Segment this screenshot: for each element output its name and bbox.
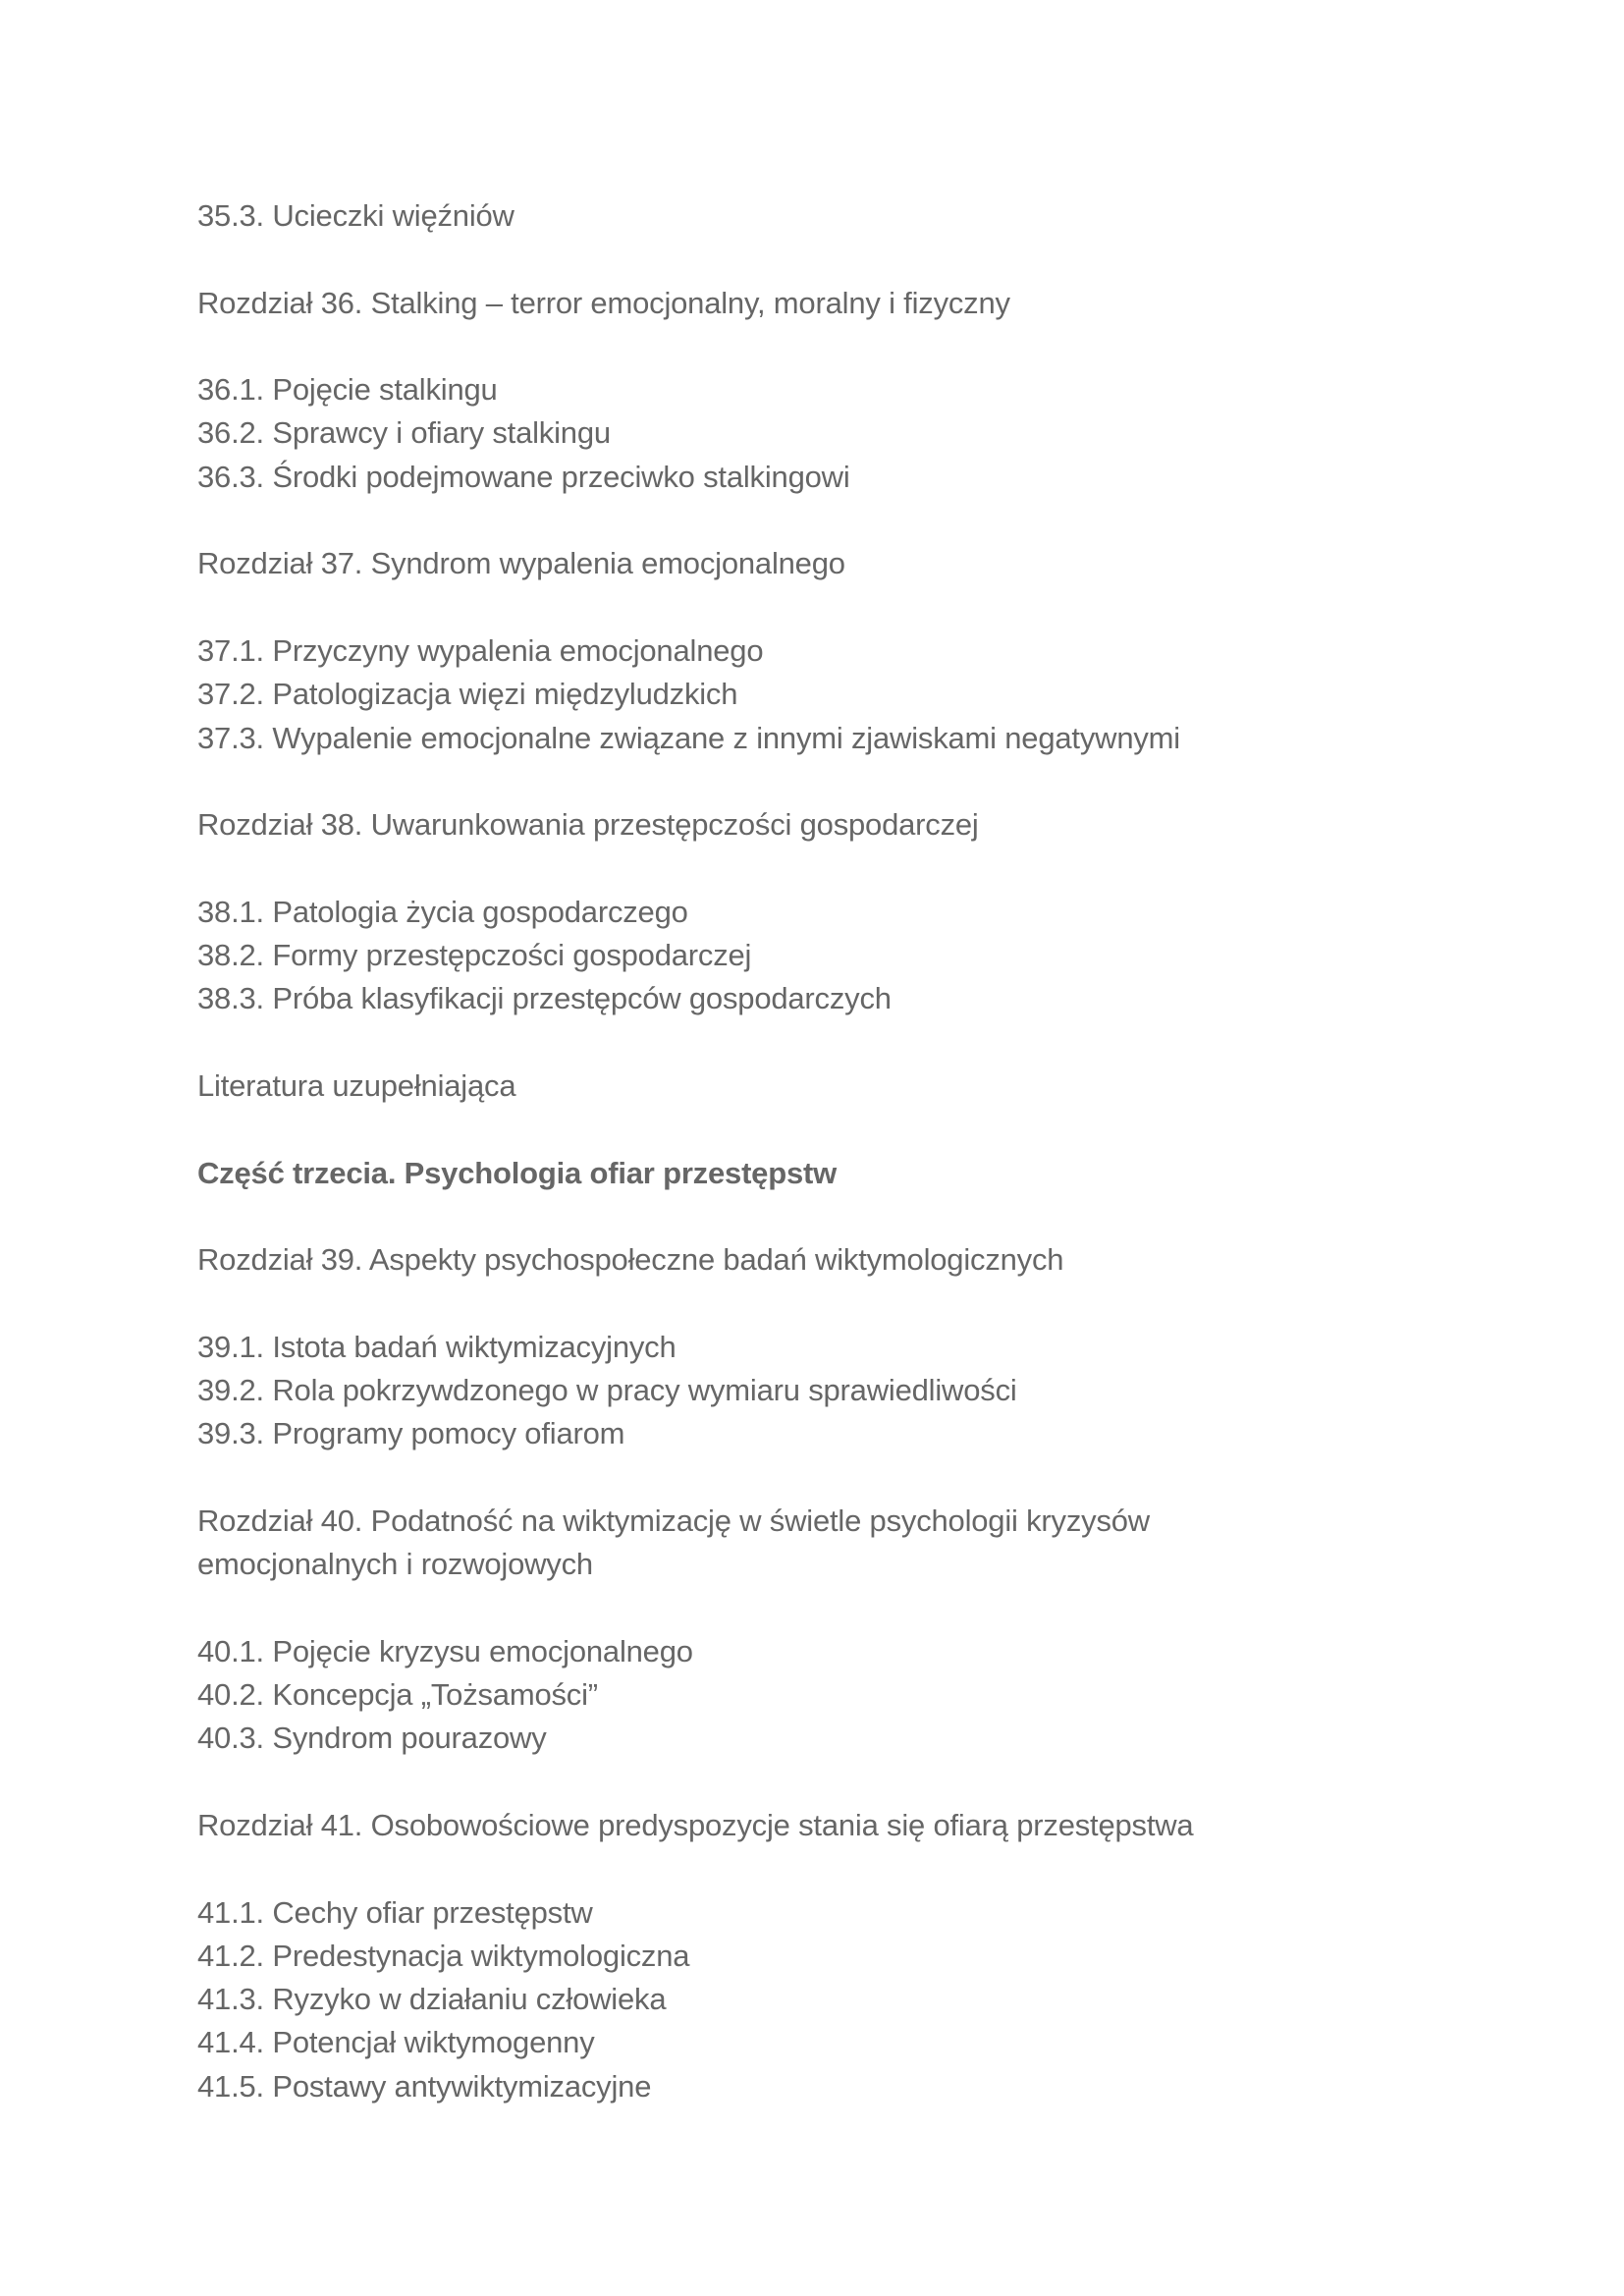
chapter-heading: Rozdział 37. Syndrom wypalenia emocjonalnego <box>197 546 845 581</box>
toc-entry: 36.1. Pojęcie stalkingu <box>197 372 498 408</box>
toc-entry: 38.2. Formy przestępczości gospodarczej <box>197 938 752 973</box>
toc-entry: 40.1. Pojęcie kryzysu emocjonalnego <box>197 1633 693 1668</box>
toc-entry: 39.2. Rola pokrzywdzonego w pracy wymiaru sprawiedliwości <box>197 1373 1017 1408</box>
toc-entry: 36.3. Środki podejmowane przeciwko stalkingowi <box>197 459 850 494</box>
toc-entry: 37.3. Wypalenie emocjonalne związane z innymi zjawiskami negatywnymi <box>197 720 1180 755</box>
part-heading: Część trzecia. Psychologia ofiar przestępstw <box>197 1155 838 1190</box>
toc-entry: 37.1. Przyczyny wypalenia emocjonalnego <box>197 632 764 668</box>
table-of-contents <box>197 194 1474 2108</box>
chapter-heading: Rozdział 39. Aspekty psychospołeczne badań wiktymologicznych <box>197 1242 1064 1278</box>
toc-entry: 41.5. Postawy antywiktymizacyjne <box>197 2068 652 2104</box>
toc-entry: 39.3. Programy pomocy ofiarom <box>197 1416 625 1451</box>
toc-entry: 35.3. Ucieczki więźniów <box>197 198 514 233</box>
chapter-heading: Rozdział 40. Podatność na wiktymizację w świetle psychologii kryzysów <box>197 1503 1150 1538</box>
chapter-heading: Rozdział 38. Uwarunkowania przestępczości gospodarczej <box>197 807 979 843</box>
toc-entry: 41.3. Ryzyko w działaniu człowieka <box>197 1982 667 2017</box>
chapter-heading: Rozdział 36. Stalking – terror emocjonalny, moralny i fizyczny <box>197 285 1010 320</box>
toc-entry: 41.1. Cechy ofiar przestępstw <box>197 1894 593 1930</box>
toc-entry: Literatura uzupełniająca <box>197 1067 516 1103</box>
toc-entry: 41.2. Predestynacja wiktymologiczna <box>197 1938 690 1973</box>
toc-entry: 41.4. Potencjał wiktymogenny <box>197 2025 595 2060</box>
toc-entry: 40.2. Koncepcja „Tożsamości” <box>197 1677 598 1713</box>
toc-entry: 38.1. Patologia życia gospodarczego <box>197 894 688 929</box>
toc-entry: 38.3. Próba klasyfikacji przestępców gospodarczych <box>197 981 892 1016</box>
toc-entry: 36.2. Sprawcy i ofiary stalkingu <box>197 415 611 451</box>
toc-entry: 40.3. Syndrom pourazowy <box>197 1721 547 1756</box>
toc-entry: 39.1. Istota badań wiktymizacyjnych <box>197 1329 677 1364</box>
toc-entry: 37.2. Patologizacja więzi międzyludzkich <box>197 677 738 712</box>
toc-entry: emocjonalnych i rozwojowych <box>197 1547 593 1582</box>
chapter-heading: Rozdział 41. Osobowościowe predyspozycje stania się ofiarą przestępstwa <box>197 1807 1194 1842</box>
